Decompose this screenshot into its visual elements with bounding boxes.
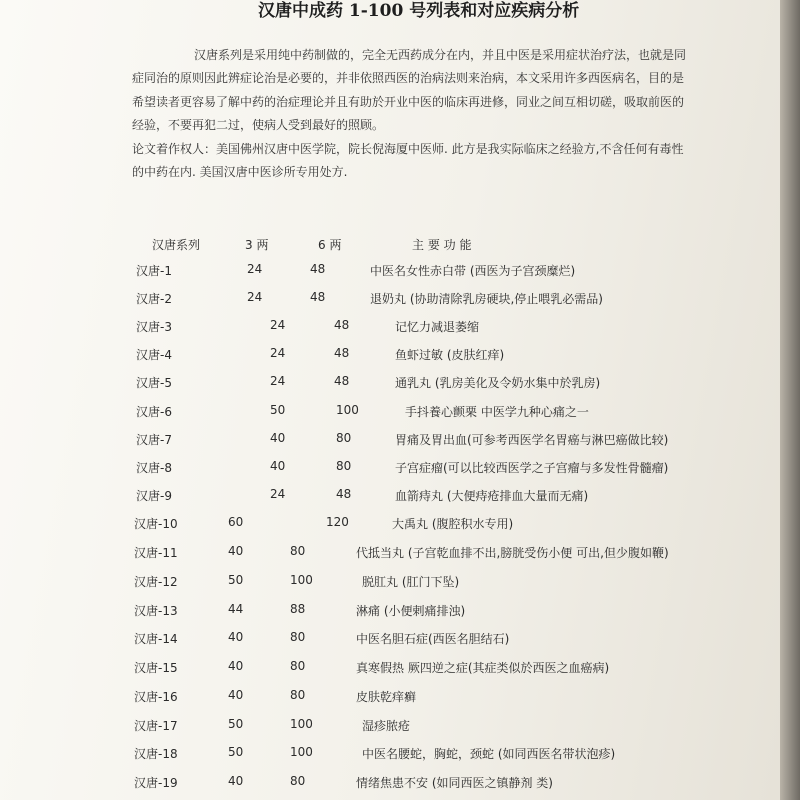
row-function: 中医名胆石症(西医名胆结石) bbox=[356, 632, 510, 646]
page-title: 汉唐中成药 1-100 号列表和对应疾病分析 bbox=[258, 1, 580, 21]
row-six-liang: 80 bbox=[336, 431, 352, 445]
row-three-liang: 40 bbox=[270, 431, 286, 445]
row-function: 淋痛 (小便剌痛排浊) bbox=[356, 604, 466, 618]
row-function: 通乳丸 (乳房美化及令奶水集中於乳房) bbox=[395, 376, 601, 390]
row-series-name: 汉唐-14 bbox=[134, 632, 178, 646]
row-function: 记忆力减退萎缩 bbox=[395, 320, 480, 334]
row-function: 中医名女性赤白带 (西医为子宫颈糜烂) bbox=[370, 264, 576, 278]
row-three-liang: 24 bbox=[270, 487, 286, 501]
row-series-name: 汉唐-8 bbox=[136, 461, 172, 475]
row-six-liang: 100 bbox=[290, 745, 313, 759]
row-three-liang: 24 bbox=[270, 318, 286, 332]
row-series-name: 汉唐-12 bbox=[134, 575, 178, 589]
row-function: 血箭痔丸 (大便痔疮排血大量而无痛) bbox=[395, 489, 589, 503]
row-series-name: 汉唐-10 bbox=[134, 517, 178, 531]
row-six-liang: 80 bbox=[336, 459, 352, 473]
row-series-name: 汉唐-1 bbox=[136, 264, 172, 278]
row-function: 手抖養心颤栗 中医学九种心痛之一 bbox=[405, 405, 589, 419]
row-six-liang: 80 bbox=[290, 688, 306, 702]
row-series-name: 汉唐-4 bbox=[136, 348, 172, 362]
row-function: 情绪焦患不安 (如同西医之镇静剂 类) bbox=[356, 776, 553, 790]
row-function: 子宫症瘤(可以比较西医学之子宫瘤与多发性骨髓瘤) bbox=[395, 461, 669, 475]
header-three-liang: 3 两 bbox=[245, 238, 269, 252]
page-edge-shadow bbox=[780, 0, 800, 800]
row-series-name: 汉唐-17 bbox=[134, 719, 178, 733]
header-function: 主 要 功 能 bbox=[412, 238, 472, 252]
row-six-liang: 48 bbox=[310, 262, 326, 276]
row-three-liang: 24 bbox=[270, 346, 286, 360]
row-series-name: 汉唐-7 bbox=[136, 433, 172, 447]
row-series-name: 汉唐-5 bbox=[136, 376, 172, 390]
row-six-liang: 80 bbox=[290, 774, 306, 788]
row-three-liang: 50 bbox=[228, 745, 244, 759]
row-three-liang: 40 bbox=[270, 459, 286, 473]
row-six-liang: 80 bbox=[290, 659, 306, 673]
row-six-liang: 100 bbox=[336, 403, 359, 417]
row-function: 皮肤乾痒癣 bbox=[356, 690, 417, 704]
row-function: 代抵当丸 (子宫乾血排不出,膀胱受伤小便 可出,但少腹如鞭) bbox=[356, 546, 669, 560]
row-function: 退奶丸 (协助清除乳房硬块,停止喂乳必需品) bbox=[370, 292, 603, 306]
row-function: 鱼虾过敏 (皮肤红痒) bbox=[395, 348, 505, 362]
row-series-name: 汉唐-15 bbox=[134, 661, 178, 675]
row-three-liang: 40 bbox=[228, 774, 244, 788]
row-three-liang: 24 bbox=[247, 290, 263, 304]
row-function: 胃痛及胃出血(可参考西医学名胃癌与淋巴癌做比较) bbox=[395, 433, 669, 447]
row-three-liang: 50 bbox=[270, 403, 286, 417]
header-series: 汉唐系列 bbox=[152, 238, 201, 252]
row-function: 中医名腰蛇，胸蛇，颈蛇 (如同西医名带状泡疹) bbox=[362, 747, 616, 761]
row-series-name: 汉唐-16 bbox=[134, 690, 178, 704]
row-three-liang: 24 bbox=[247, 262, 263, 276]
copyright-paragraph: 论文着作权人：美国佛州汉唐中医学院，院长倪海厦中医师. 此方是我实际临床之经验方,不含任何有毒性的中药在内. 美国汉唐中医诊所专用处方. bbox=[132, 141, 684, 180]
intro-text bbox=[132, 44, 692, 184]
row-series-name: 汉唐-2 bbox=[136, 292, 172, 306]
row-three-liang: 40 bbox=[228, 659, 244, 673]
row-six-liang: 48 bbox=[334, 374, 350, 388]
row-six-liang: 100 bbox=[290, 717, 313, 731]
row-function: 真寒假热 厥四逆之症(其症类似於西医之血癌病) bbox=[356, 661, 610, 675]
row-series-name: 汉唐-13 bbox=[134, 604, 178, 618]
row-three-liang: 40 bbox=[228, 630, 244, 644]
row-three-liang: 50 bbox=[228, 573, 244, 587]
row-six-liang: 48 bbox=[336, 487, 352, 501]
row-three-liang: 60 bbox=[228, 515, 244, 529]
row-six-liang: 80 bbox=[290, 544, 306, 558]
row-three-liang: 40 bbox=[228, 688, 244, 702]
row-series-name: 汉唐-6 bbox=[136, 405, 172, 419]
row-three-liang: 50 bbox=[228, 717, 244, 731]
row-function: 湿疹脓疮 bbox=[362, 719, 411, 733]
row-six-liang: 48 bbox=[334, 318, 350, 332]
row-six-liang: 48 bbox=[310, 290, 326, 304]
row-six-liang: 120 bbox=[326, 515, 349, 529]
row-series-name: 汉唐-11 bbox=[134, 546, 178, 560]
row-function: 大禹丸 (腹腔积水专用) bbox=[392, 517, 514, 531]
row-six-liang: 80 bbox=[290, 630, 306, 644]
row-three-liang: 44 bbox=[228, 602, 244, 616]
row-series-name: 汉唐-9 bbox=[136, 489, 172, 503]
row-series-name: 汉唐-19 bbox=[134, 776, 178, 790]
row-series-name: 汉唐-18 bbox=[134, 747, 178, 761]
row-six-liang: 48 bbox=[334, 346, 350, 360]
row-series-name: 汉唐-3 bbox=[136, 320, 172, 334]
row-six-liang: 100 bbox=[290, 573, 313, 587]
row-three-liang: 40 bbox=[228, 544, 244, 558]
header-six-liang: 6 两 bbox=[318, 238, 342, 252]
row-function: 脱肛丸 (肛门下坠) bbox=[362, 575, 460, 589]
intro-paragraph: 汉唐系列是采用纯中药制做的，完全无西药成分在内，并且中医是采用症状治疗法，也就是同症同治的原则因此辨症论治是必要的，并非依照西医的治病法则来治病，本文采用许多西医病名，目的是希望读者更容易了解中药的治症理论并且有助於开业中医的临床再进修，同业之间互相切磋，吸取前医的经验，不要再犯二过，使病人受到最好的照顾。 bbox=[132, 48, 687, 133]
row-six-liang: 88 bbox=[290, 602, 306, 616]
row-three-liang: 24 bbox=[270, 374, 286, 388]
